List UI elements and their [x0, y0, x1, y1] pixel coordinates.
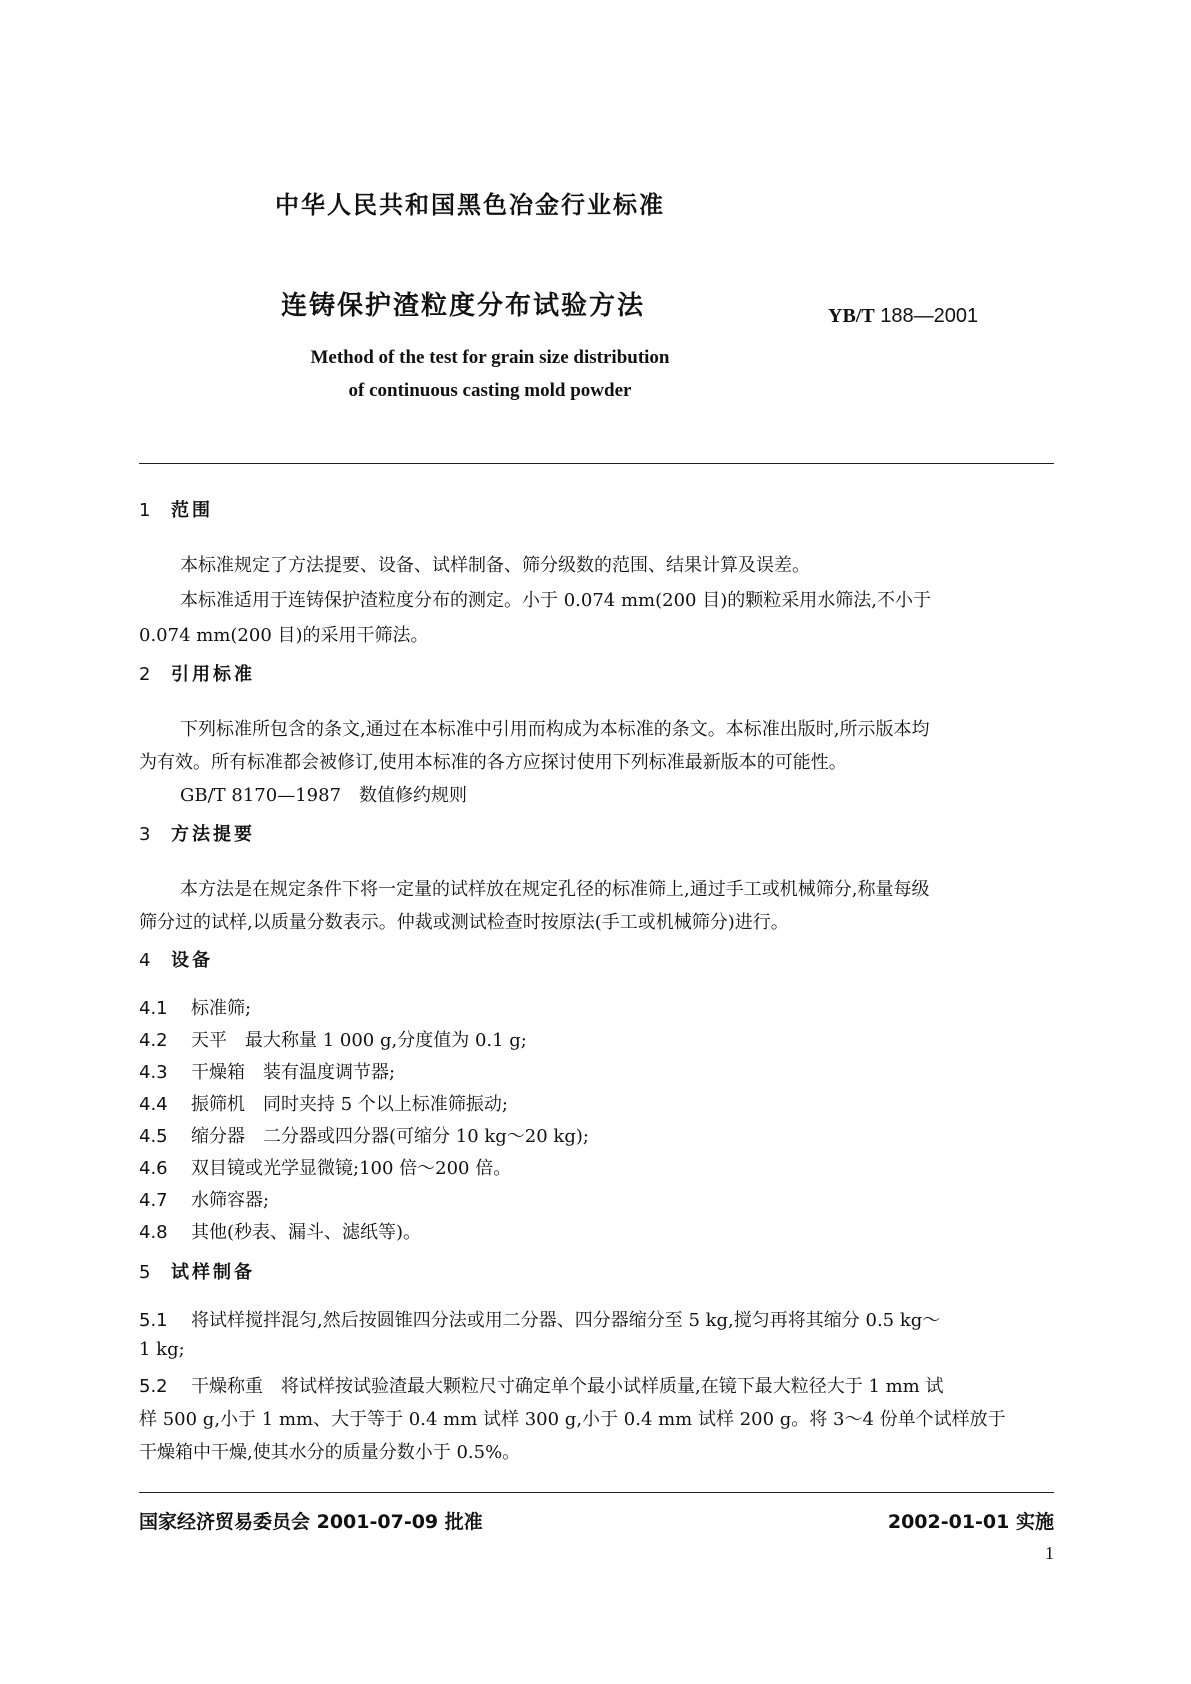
preparation-item-5-1-continued: 1 kg; — [139, 1339, 185, 1360]
section-3-number: 3 — [139, 824, 151, 845]
section-4-heading — [139, 946, 213, 972]
equipment-item — [139, 1186, 269, 1212]
equipment-item-text: 缩分器 二分器或四分器(可缩分 10 kg～20 kg); — [191, 1126, 589, 1147]
preparation-item-text: 干燥称重 将试样按试验渣最大颗粒尺寸确定单个最小试样质量,在镜下最大粒径大于 1 mm 试 — [191, 1376, 944, 1397]
section-4-title: 设备 — [171, 950, 213, 971]
standard-code-prefix: YB/T — [828, 305, 875, 327]
section-1-paragraph-1: 本标准规定了方法提要、设备、试样制备、筛分级数的范围、结果计算及误差。 — [180, 555, 810, 576]
approval-note: 国家经济贸易委员会 2001-07-09 批准 — [139, 1511, 483, 1533]
equipment-item-number: 4.5 — [139, 1126, 168, 1147]
equipment-item — [139, 1154, 511, 1180]
equipment-item — [139, 1026, 527, 1052]
equipment-item-text: 标准筛; — [191, 998, 252, 1019]
equipment-item-text: 干燥箱 装有温度调节器; — [191, 1062, 396, 1083]
equipment-item-text: 天平 最大称量 1 000 g,分度值为 0.1 g; — [191, 1030, 527, 1051]
equipment-item-text: 双目镜或光学显微镜;100 倍～200 倍。 — [191, 1158, 512, 1179]
section-5-number: 5 — [139, 1262, 151, 1283]
section-2-paragraph-1a: 下列标准所包含的条文,通过在本标准中引用而构成为本标准的条文。本标准出版时,所示版本均 — [180, 719, 930, 740]
document-title-en-line2: of continuous casting mold powder — [348, 380, 632, 401]
section-2-reference: GB/T 8170—1987 数值修约规则 — [180, 785, 468, 806]
equipment-item — [139, 1090, 508, 1116]
section-1-heading — [139, 496, 213, 522]
section-2-paragraph-1b: 为有效。所有标准都会被修订,使用本标准的各方应探讨使用下列标准最新版本的可能性。 — [139, 752, 847, 773]
page-number: 1 — [1045, 1543, 1054, 1563]
equipment-item-text: 其他(秒表、漏斗、滤纸等)。 — [191, 1222, 422, 1243]
preparation-item-5-2-continued-1: 样 500 g,小于 1 mm、大于等于 0.4 mm 试样 300 g,小于 0.4 mm 试样 200 g。将 3～4 份单个试样放于 — [139, 1409, 1006, 1430]
section-3-title: 方法提要 — [171, 824, 255, 845]
equipment-item-number: 4.4 — [139, 1094, 168, 1115]
preparation-item-text: 将试样搅拌混匀,然后按圆锥四分法或用二分器、四分器缩分至 5 kg,搅匀再将其缩分 0.5 kg～ — [191, 1310, 941, 1331]
section-2-heading — [139, 660, 255, 686]
preparation-item-5-1 — [139, 1306, 940, 1332]
section-1-number: 1 — [139, 500, 151, 521]
equipment-item — [139, 1058, 395, 1084]
equipment-item — [139, 1122, 589, 1148]
preparation-item-5-2 — [139, 1372, 943, 1398]
equipment-item-number: 4.7 — [139, 1190, 168, 1211]
document-title-en-line1: Method of the test for grain size distribution — [310, 347, 670, 368]
implementation-date: 2002-01-01 实施 — [887, 1511, 1054, 1533]
section-1-paragraph-2a: 本标准适用于连铸保护渣粒度分布的测定。小于 0.074 mm(200 目)的颗粒采用水筛法,不小于 — [180, 590, 931, 611]
section-3-paragraph-1a: 本方法是在规定条件下将一定量的试样放在规定孔径的标准筛上,通过手工或机械筛分,称量每级 — [180, 879, 930, 900]
standard-code — [828, 305, 978, 328]
section-3-paragraph-1b: 筛分过的试样,以质量分数表示。仲裁或测试检查时按原法(手工或机械筛分)进行。 — [139, 912, 789, 933]
equipment-item-text: 振筛机 同时夹持 5 个以上标准筛振动; — [191, 1094, 508, 1115]
header-divider — [139, 463, 1054, 464]
equipment-item — [139, 1218, 421, 1244]
section-2-title: 引用标准 — [171, 664, 255, 685]
section-4-number: 4 — [139, 950, 151, 971]
equipment-item-number: 4.8 — [139, 1222, 168, 1243]
section-1-paragraph-2b: 0.074 mm(200 目)的采用干筛法。 — [139, 625, 429, 646]
equipment-item-number: 4.1 — [139, 998, 168, 1019]
standard-code-number: 188—2001 — [880, 305, 979, 327]
equipment-item-number: 4.6 — [139, 1158, 168, 1179]
preparation-item-number: 5.1 — [139, 1310, 168, 1331]
section-3-heading — [139, 820, 255, 846]
preparation-item-number: 5.2 — [139, 1376, 168, 1397]
section-1-title: 范围 — [171, 500, 213, 521]
preparation-item-5-2-continued-2: 干燥箱中干燥,使其水分的质量分数小于 0.5%。 — [139, 1442, 521, 1463]
section-5-heading — [139, 1258, 255, 1284]
equipment-item-number: 4.2 — [139, 1030, 168, 1051]
footer-divider — [139, 1492, 1054, 1493]
section-5-title: 试样制备 — [171, 1262, 255, 1283]
equipment-item-number: 4.3 — [139, 1062, 168, 1083]
equipment-item — [139, 994, 251, 1020]
equipment-item-text: 水筛容器; — [191, 1190, 270, 1211]
document-title-cn: 连铸保护渣粒度分布试验方法 — [281, 291, 646, 321]
section-2-number: 2 — [139, 664, 151, 685]
standard-type-heading: 中华人民共和国黑色冶金行业标准 — [275, 191, 665, 219]
